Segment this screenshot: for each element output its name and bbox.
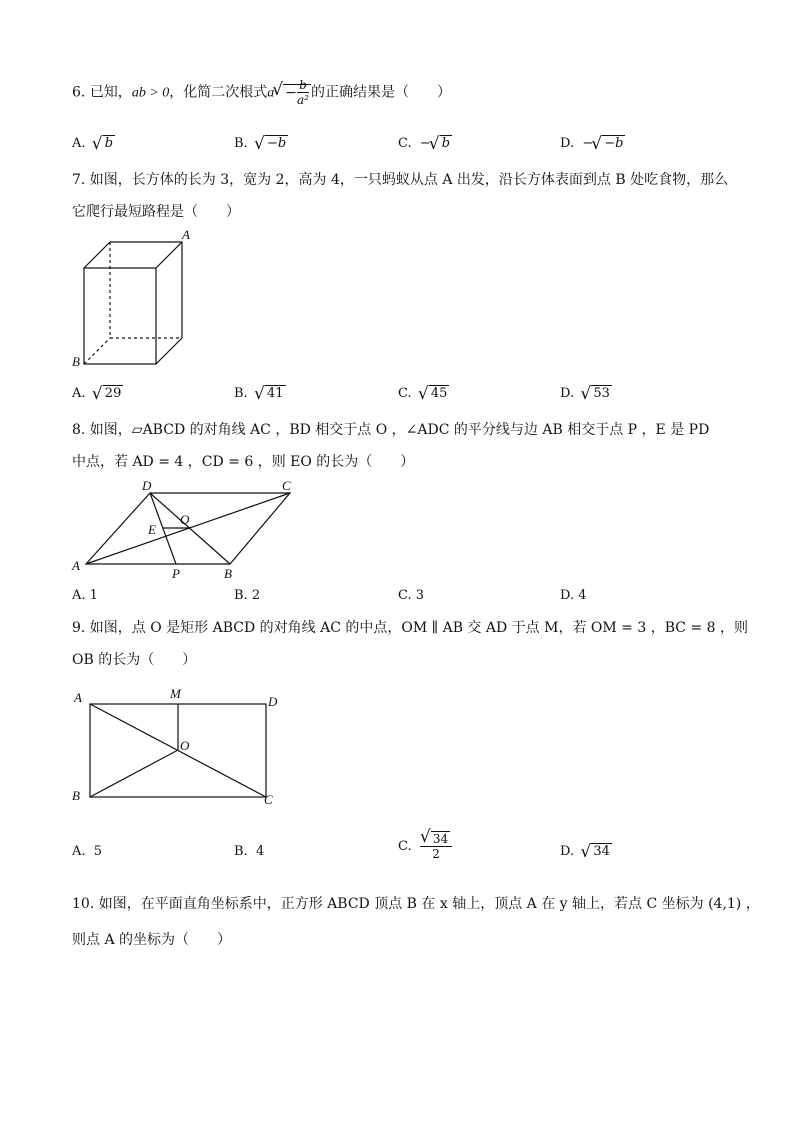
q6-option-d[interactable] (560, 136, 625, 151)
q6-opt-c-letter: C. (398, 136, 412, 151)
q8-label-a: A (72, 558, 80, 573)
q8-option-b[interactable]: B. 2 (234, 588, 261, 603)
q7-option-b[interactable] (234, 386, 286, 401)
q7-label-b: B (72, 354, 80, 368)
q6-opt-a-rad: b (104, 136, 114, 151)
q8-stem-line2: 中点，若 AD = 4 ，CD = 6 ，则 EO 的长为（ ） (72, 454, 415, 470)
q6-opt-a-letter: A. (72, 136, 86, 151)
q9-label-b: B (72, 788, 80, 803)
q6-radical: √ − $\frac{b}{\text{a²}}$ (274, 78, 311, 107)
q9-rectangle-figure (68, 684, 298, 810)
q9-label-c: C (264, 792, 273, 807)
q7-option-a[interactable] (72, 386, 123, 401)
q8-option-d[interactable]: D. 4 (560, 588, 587, 603)
q6-frac-den: a² (297, 93, 309, 107)
q6-option-a[interactable] (72, 136, 115, 151)
q10-stem-line1: 10. 如图，在平面直角坐标系中，正方形 ABCD 顶点 B 在 x 轴上，顶点 A 在 y 轴上，若点 C 坐标为 (4,1) ， (72, 896, 760, 912)
q10-stem-line2: 则点 A 的坐标为（ ） (72, 932, 232, 948)
q9-label-m: M (170, 686, 181, 701)
q6-opt-a-radical (94, 136, 115, 151)
q9-opt-c-letter: C. (398, 839, 412, 854)
q7-opt-c-rad: 45 (430, 386, 448, 401)
q8-label-o: O (180, 512, 190, 527)
q8-option-a[interactable]: A. 1 (72, 588, 98, 603)
q7-edge (156, 242, 182, 268)
q9-opt-b-text: 4 (255, 844, 265, 859)
q8-label-b: B (224, 566, 232, 581)
q6-opt-d-radical (593, 136, 625, 151)
q8-label-p: P (172, 566, 180, 581)
q8-label-d: D (142, 478, 152, 493)
q7-opt-c-radical (420, 386, 450, 401)
q7-label-a: A (182, 228, 190, 242)
q7-opt-a-letter: A. (72, 386, 86, 401)
q7-option-c[interactable] (398, 386, 449, 401)
q7-stem-line1: 7. 如图，长方体的长为 3，宽为 2，高为 4，一只蚂蚁从点 A 出发，沿长方体表面到点 B 处吃食物，那么 (72, 172, 729, 188)
q7-option-d[interactable] (560, 386, 612, 401)
q6-opt-b-radical (256, 136, 288, 151)
q6-opt-d-rad: −b (604, 136, 624, 151)
q7-cuboid-figure (68, 228, 198, 368)
q9-opt-b-letter: B. (234, 844, 248, 859)
q6-opt-b-letter: B. (234, 136, 248, 151)
q6-condition: ab > 0 (131, 85, 170, 101)
q6-number: 6. (72, 84, 86, 101)
q9-opt-d-radical (582, 844, 612, 859)
q7-stem-line2: 它爬行最短路程是（ ） (72, 204, 240, 220)
q9-label-d: D (268, 694, 278, 709)
q6-expr-a: a (267, 85, 275, 101)
q8-label-e: E (148, 522, 156, 537)
q9-option-b[interactable] (234, 844, 264, 859)
q7-opt-b-radical (256, 386, 286, 401)
q9-opt-a-letter: A. (72, 844, 86, 859)
q9-stem-line2: OB 的长为（ ） (72, 652, 197, 668)
q9-opt-d-rad: 34 (593, 844, 610, 859)
q6-opt-c-radical (431, 136, 452, 151)
q7-opt-a-rad: 29 (104, 386, 122, 401)
q7-opt-a-radical (94, 386, 124, 401)
q9-segment-ob (90, 750, 178, 797)
q9-opt-c-num: 34 (432, 832, 449, 846)
q6-frac-num: b (299, 78, 307, 92)
q6-opt-c-pre: − (419, 136, 431, 151)
q7-opt-d-letter: D. (560, 386, 575, 401)
q6-option-b[interactable] (234, 136, 288, 151)
q7-opt-d-radical (582, 386, 612, 401)
q7-edge (156, 338, 182, 364)
q7-hidden-edge (84, 338, 110, 364)
q6-opt-c-rad: b (441, 136, 451, 151)
q8-stem-line1: 8. 如图，▱ABCD 的对角线 AC ，BD 相交于点 O ，∠ADC 的平分线与边 AB 相交于点 P ，E 是 PD (72, 422, 710, 438)
q6-option-c[interactable] (398, 136, 452, 151)
q6-stem-b: ，化简二次根式 (169, 84, 268, 101)
q8-option-c[interactable]: C. 3 (398, 588, 425, 603)
q9-option-d[interactable] (560, 844, 612, 859)
q6-opt-d-letter: D. (560, 136, 575, 151)
q9-opt-a-text: 5 (93, 844, 103, 859)
q7-edge (84, 242, 110, 268)
q6-opt-b-rad: −b (266, 136, 287, 151)
q7-opt-d-rad: 53 (593, 386, 610, 401)
q7-opt-b-letter: B. (234, 386, 248, 401)
q9-opt-d-letter: D. (560, 844, 575, 859)
q9-label-a: A (74, 690, 82, 705)
q8-label-c: C (282, 478, 291, 493)
q6-stem-c: 的正确结果是（ ） (310, 84, 451, 101)
q9-option-a[interactable] (72, 844, 102, 859)
q9-label-o: O (180, 738, 190, 753)
q6-opt-d-pre: − (582, 136, 594, 151)
q7-opt-c-letter: C. (398, 386, 412, 401)
q7-opt-b-rad: 41 (266, 386, 284, 401)
q9-opt-c-fraction (420, 832, 452, 861)
q6-stem-a: 已知， (89, 84, 132, 101)
q8-parallelogram-figure (68, 478, 308, 582)
q7-front-face (84, 268, 156, 364)
q9-opt-c-den: 2 (432, 847, 440, 861)
q6-stem (72, 78, 732, 108)
q9-option-c[interactable] (398, 832, 452, 861)
q9-stem-line1: 9. 如图，点 O 是矩形 ABCD 的对角线 AC 的中点，OM ∥ AB 交 AD 于点 M，若 OM = 3 ，BC = 8 ，则 (72, 620, 748, 636)
